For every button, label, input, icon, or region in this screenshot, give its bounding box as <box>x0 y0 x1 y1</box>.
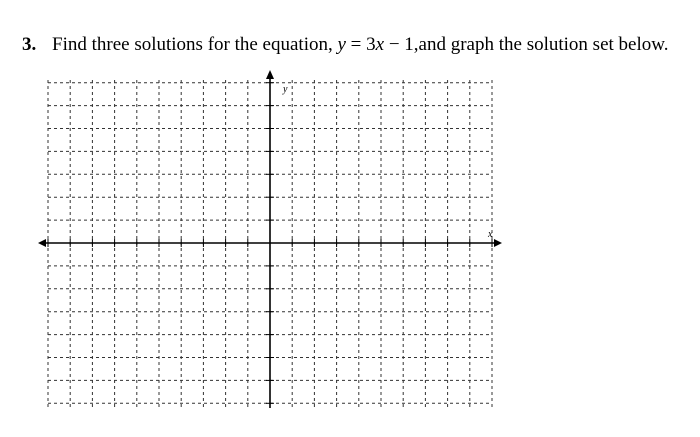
equation-lhs: y <box>337 34 346 55</box>
problem-text-before: Find three solutions for the equation, <box>52 34 338 55</box>
problem-number: 3. <box>22 34 37 55</box>
y-axis-label: y <box>283 84 288 95</box>
equation-variable: x <box>375 34 385 55</box>
equation-rest: − 1 <box>384 34 414 55</box>
problem-text-after: ,and graph the solution set below. <box>413 34 669 55</box>
equation-equals: = 3 <box>345 34 376 55</box>
x-axis-arrow-right <box>494 239 502 247</box>
y-axis-arrow-up <box>266 70 274 79</box>
x-axis-label: x <box>488 229 493 240</box>
x-axis-arrow-left <box>38 239 46 247</box>
